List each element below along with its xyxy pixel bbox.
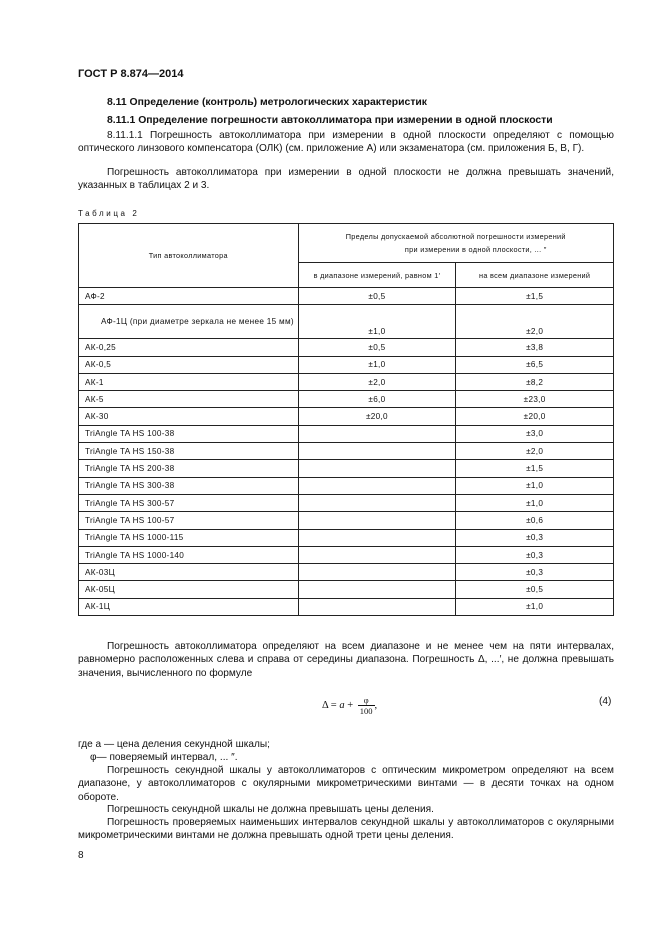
- cell-full-range: ±1,5: [456, 460, 614, 477]
- cell-range-1min: [298, 598, 456, 615]
- table-row: [79, 305, 614, 339]
- paragraph-scale-limit-text: Погрешность секундной шкалы не должна превышать цены деления.: [107, 804, 434, 815]
- cell-full-range: ±8,2: [456, 373, 614, 390]
- formula-numerator: φ: [358, 695, 375, 706]
- cell-type: TriAngle TA HS 300-57: [79, 494, 299, 511]
- cell-full-range: ±1,0: [456, 494, 614, 511]
- formula-denominator: 100: [359, 706, 373, 716]
- cell-type: АФ-1Ц (при диаметре зеркала не менее 15 мм): [79, 305, 299, 339]
- subsection-title: 8.11.1 Определение погрешности автоколлиматора при измерении в одной плоскости: [107, 115, 553, 126]
- paragraph-intervals: [78, 640, 614, 680]
- cell-type: АК-5: [79, 391, 299, 408]
- table-row: [79, 598, 614, 615]
- table-row: [79, 443, 614, 460]
- col-range-1min-header: в диапазоне измерений, равном 1′: [298, 263, 456, 288]
- cell-type: АК-0,25: [79, 339, 299, 356]
- paragraph-scale-text: Погрешность секундной шкалы у автоколлиматоров с оптическим микрометром определяют на всем диапазоне, у автоколлиматоров с окулярными микрометрическими винтами — в десяти точках на одном обороте.: [78, 765, 614, 803]
- cell-range-1min: ±0,5: [298, 288, 456, 305]
- formula-plus: +: [344, 699, 356, 711]
- paragraph-scale: [78, 764, 614, 804]
- group-header: [298, 224, 613, 263]
- cell-full-range: ±0,6: [456, 512, 614, 529]
- paragraph-method-text: 8.11.1.1 Погрешность автоколлиматора при измерении в одной плоскости определяют с помощью оптического линзового компенсатора (ОЛК) (см. приложение А) или экзаменатора (см. приложения Б, В, Г).: [78, 130, 614, 155]
- cell-type: АК-05Ц: [79, 581, 299, 598]
- accuracy-table: [78, 223, 614, 616]
- cell-range-1min: ±6,0: [298, 391, 456, 408]
- paragraph-intervals-text: Погрешность автоколлиматора определяют на всем диапазоне и не менее чем на пяти интервалах, равномерно расположенных слева и справа от середины диапазона. Погрешность Δ, ...′, не должна превышать значения, вычисленного по формуле: [78, 641, 614, 679]
- table-caption: Таблица 2: [78, 209, 140, 218]
- cell-full-range: ±20,0: [456, 408, 614, 425]
- formula-fraction: [358, 695, 375, 716]
- table-row: [79, 460, 614, 477]
- document-header: ГОСТ Р 8.874—2014: [78, 68, 184, 80]
- cell-full-range: ±1,0: [456, 477, 614, 494]
- cell-type: АК-1: [79, 373, 299, 390]
- cell-full-range: ±0,3: [456, 564, 614, 581]
- equation-number: (4): [599, 696, 612, 707]
- cell-type: АК-30: [79, 408, 299, 425]
- cell-full-range: ±0,3: [456, 546, 614, 563]
- formula: [322, 695, 377, 716]
- paragraph-limit-text: Погрешность автоколлиматора при измерении в одной плоскости не должна превышать значений, указанных в таблицах 2 и 3.: [78, 167, 614, 192]
- col-full-range-header: на всем диапазоне измерений: [456, 263, 614, 288]
- cell-type: TriAngle TA HS 100-57: [79, 512, 299, 529]
- cell-full-range: ±23,0: [456, 391, 614, 408]
- formula-a: a: [339, 699, 345, 711]
- section-title: 8.11 Определение (контроль) метрологических характеристик: [107, 97, 427, 108]
- table-row: [79, 494, 614, 511]
- cell-full-range: ±2,0: [456, 443, 614, 460]
- cell-type: TriAngle TA HS 1000-140: [79, 546, 299, 563]
- cell-range-1min: ±20,0: [298, 408, 456, 425]
- cell-full-range: ±6,5: [456, 356, 614, 373]
- cell-full-range: ±3,0: [456, 425, 614, 442]
- table-row: [79, 408, 614, 425]
- cell-range-1min: ±2,0: [298, 373, 456, 390]
- table-row: [79, 339, 614, 356]
- cell-type: TriAngle TA HS 200-38: [79, 460, 299, 477]
- cell-full-range: ±0,5: [456, 581, 614, 598]
- table-row: [79, 546, 614, 563]
- table-row: [79, 373, 614, 390]
- cell-full-range: ±2,0: [456, 305, 614, 339]
- cell-full-range: ±1,0: [456, 598, 614, 615]
- table-row: [79, 288, 614, 305]
- cell-type: АК-0,5: [79, 356, 299, 373]
- paragraph-scale-limit: [78, 803, 614, 816]
- cell-range-1min: [298, 443, 456, 460]
- cell-type: АФ-2: [79, 288, 299, 305]
- paragraph-limit: [78, 166, 614, 193]
- group-header-line1: Пределы допускаемой абсолютной погрешности измерений: [345, 232, 566, 241]
- cell-type: TriAngle TA HS 100-38: [79, 425, 299, 442]
- cell-range-1min: [298, 581, 456, 598]
- col-type-header: Тип автоколлиматора: [79, 224, 299, 288]
- cell-full-range: ±3,8: [456, 339, 614, 356]
- table-row: [79, 581, 614, 598]
- formula-lhs: Δ =: [322, 699, 340, 711]
- group-header-line2: при измерении в одной плоскости, ... ″: [404, 245, 547, 254]
- cell-type: TriAngle TA HS 1000-115: [79, 529, 299, 546]
- paragraph-method: [78, 129, 614, 156]
- formula-tail: ,: [374, 699, 378, 711]
- table-row: [79, 356, 614, 373]
- cell-range-1min: ±1,0: [298, 356, 456, 373]
- cell-type: АК-03Ц: [79, 564, 299, 581]
- cell-range-1min: ±1,0: [298, 305, 456, 339]
- paragraph-intervals-limit: [78, 816, 614, 843]
- cell-range-1min: [298, 425, 456, 442]
- cell-range-1min: [298, 512, 456, 529]
- page-number: 8: [78, 850, 84, 861]
- cell-range-1min: [298, 564, 456, 581]
- cell-range-1min: [298, 494, 456, 511]
- cell-full-range: ±0,3: [456, 529, 614, 546]
- table-row: [79, 512, 614, 529]
- cell-type: АК-1Ц: [79, 598, 299, 615]
- table-row: [79, 477, 614, 494]
- where-phi: φ— поверяемый интервал, ... ″.: [90, 752, 238, 763]
- cell-type: TriAngle TA HS 150-38: [79, 443, 299, 460]
- table-row: [79, 564, 614, 581]
- table-row: [79, 425, 614, 442]
- paragraph-intervals-limit-text: Погрешность проверяемых наименьших интервалов секундной шкалы у автоколлиматоров с окулярными микрометрическими винтами не должна превышать одной трети цены деления.: [78, 817, 614, 842]
- cell-range-1min: [298, 477, 456, 494]
- cell-range-1min: ±0,5: [298, 339, 456, 356]
- cell-full-range: ±1,5: [456, 288, 614, 305]
- cell-range-1min: [298, 546, 456, 563]
- cell-range-1min: [298, 460, 456, 477]
- cell-type: TriAngle TA HS 300-38: [79, 477, 299, 494]
- table-row: [79, 391, 614, 408]
- where-a: где a — цена деления секундной шкалы;: [78, 739, 270, 750]
- table-row: [79, 529, 614, 546]
- cell-range-1min: [298, 529, 456, 546]
